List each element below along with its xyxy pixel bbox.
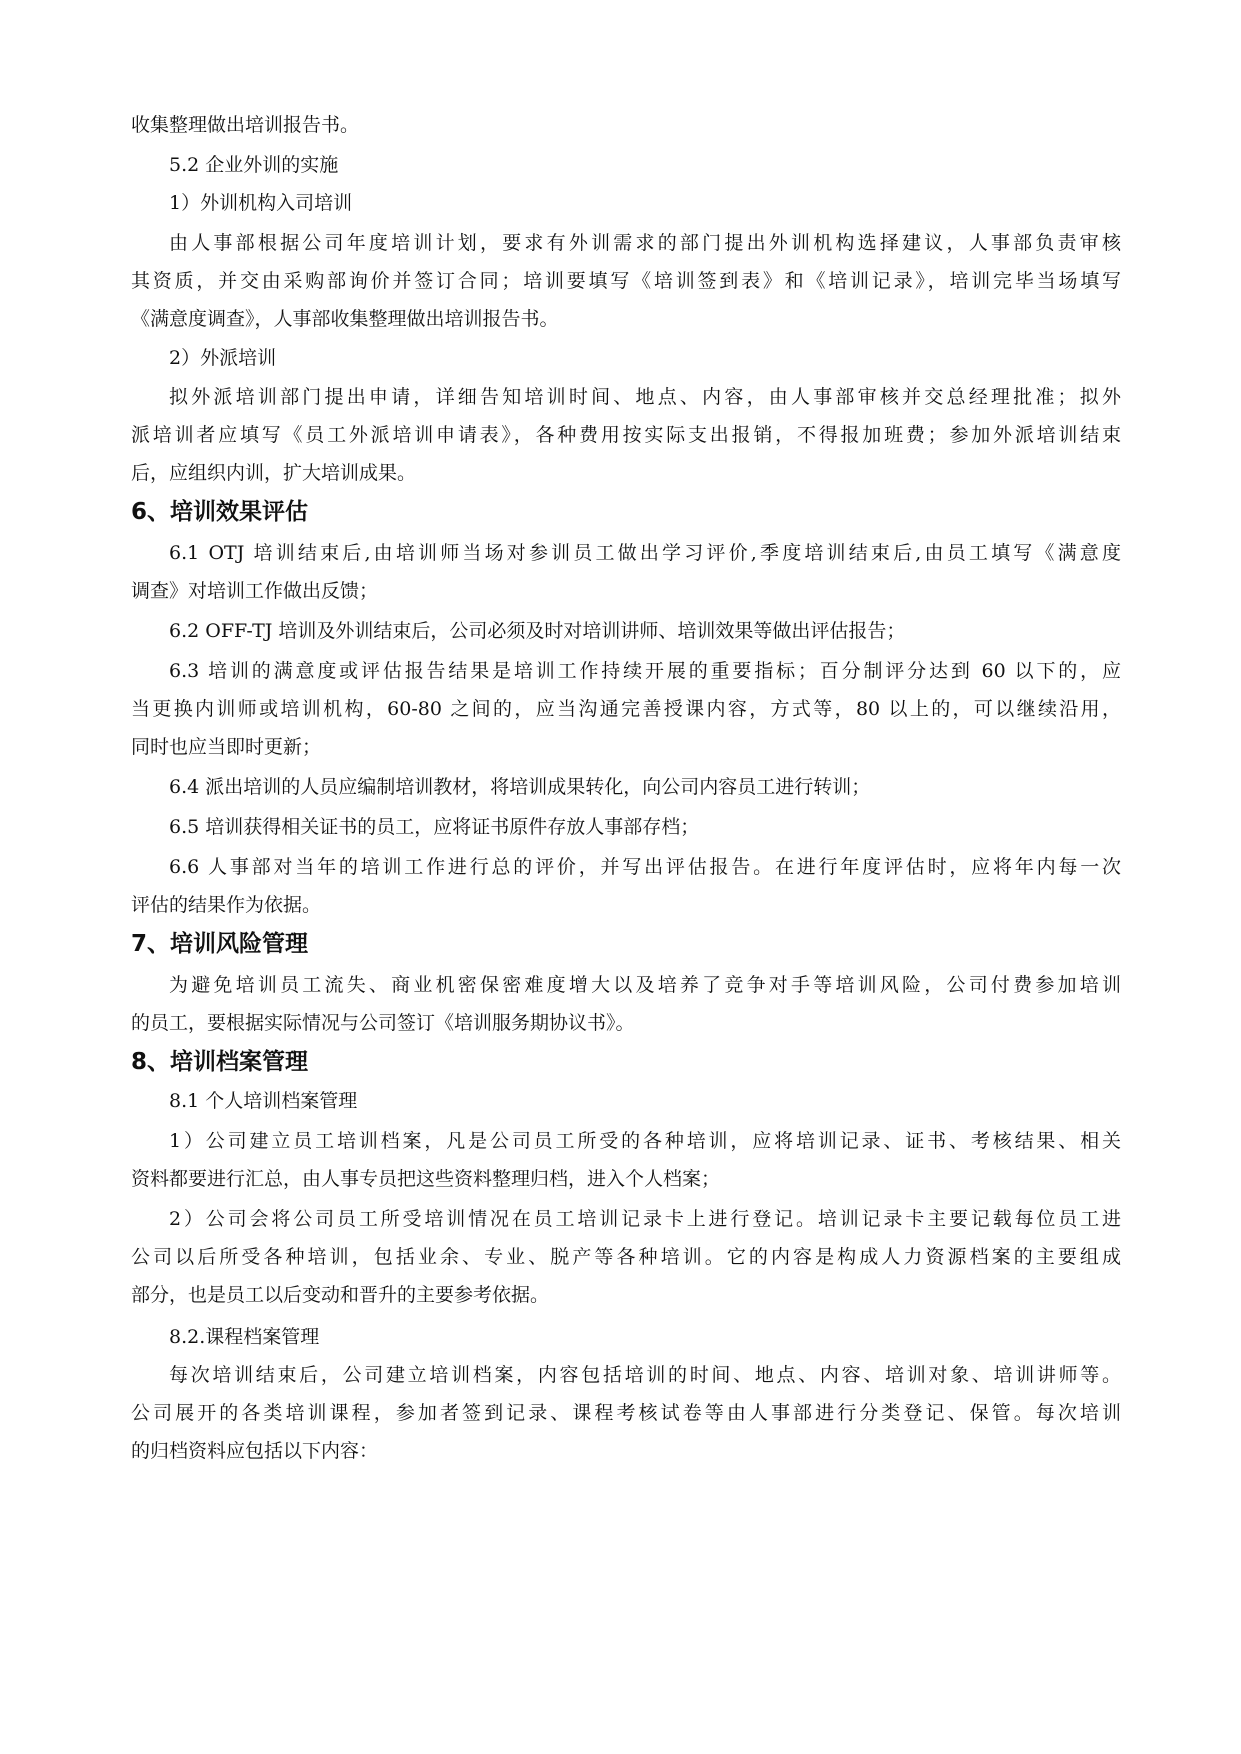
paragraph-line: 为避免培训员工流失、商业机密保密难度增大以及培养了竞争对手等培训风险，公司付费参加培训 — [169, 974, 1121, 996]
paragraph-line: 拟外派培训部门提出申请，详细告知培训时间、地点、内容，由人事部审核并交总经理批准；拟外 — [169, 386, 1121, 408]
section-heading: 7、培训风险管理 — [131, 931, 309, 957]
item-title: 1）外训机构入司培训 — [169, 192, 353, 214]
paragraph-line: 资料都要进行汇总，由人事专员把这些资料整理归档，进入个人档案； — [131, 1168, 721, 1190]
paragraph-line: 收集整理做出培训报告书。 — [131, 114, 360, 136]
paragraph-line: 由人事部根据公司年度培训计划，要求有外训需求的部门提出外训机构选择建议，人事部负责审核 — [169, 232, 1121, 254]
paragraph-line: 的员工，要根据实际情况与公司签订《培训服务期协议书》。 — [131, 1012, 635, 1034]
section-heading: 8、培训档案管理 — [131, 1049, 309, 1075]
paragraph-line: 部分，也是员工以后变动和晋升的主要参考依据。 — [131, 1284, 550, 1306]
paragraph-line: 6.3 培训的满意度或评估报告结果是培训工作持续开展的重要指标；百分制评分达到 60 以下的，应 — [169, 660, 1121, 682]
subsection-title: 8.1 个人培训档案管理 — [169, 1090, 358, 1112]
section-heading: 6、培训效果评估 — [131, 499, 309, 525]
paragraph-line: 2）公司会将公司员工所受培训情况在员工培训记录卡上进行登记。培训记录卡主要记载每位员工进 — [169, 1208, 1121, 1230]
paragraph-line: 公司展开的各类培训课程，参加者签到记录、课程考核试卷等由人事部进行分类登记、保管。每次培训 — [131, 1402, 1121, 1424]
subsection-title: 8.2.课程档案管理 — [169, 1326, 320, 1348]
paragraph-line: 6.5 培训获得相关证书的员工，应将证书原件存放人事部存档； — [169, 816, 700, 838]
paragraph-line: 《满意度调查》，人事部收集整理做出培训报告书。 — [131, 308, 559, 330]
paragraph-line: 同时也应当即时更新； — [131, 736, 322, 758]
paragraph-line: 6.1 OTJ 培训结束后,由培训师当场对参训员工做出学习评价,季度培训结束后,由员工填写《满意度 — [169, 542, 1121, 564]
paragraph-line: 的归档资料应包括以下内容： — [131, 1440, 379, 1462]
subsection-title: 5.2 企业外训的实施 — [169, 154, 339, 176]
paragraph-line: 其资质，并交由采购部询价并签订合同；培训要填写《培训签到表》和《培训记录》，培训完毕当场填写 — [131, 270, 1121, 292]
paragraph-line: 派培训者应填写《员工外派培训申请表》，各种费用按实际支出报销，不得报加班费；参加外派培训结束 — [131, 424, 1121, 446]
paragraph-line: 6.6 人事部对当年的培训工作进行总的评价，并写出评估报告。在进行年度评估时，应将年内每一次 — [169, 856, 1121, 878]
item-title: 2）外派培训 — [169, 347, 277, 369]
paragraph-line: 后，应组织内训，扩大培训成果。 — [131, 462, 417, 484]
paragraph-line: 6.2 OFF-TJ 培训及外训结束后，公司必须及时对培训讲师、培训效果等做出评估报告； — [169, 620, 906, 642]
paragraph-line: 6.4 派出培训的人员应编制培训教材，将培训成果转化，向公司内容员工进行转训； — [169, 776, 871, 798]
paragraph-line: 每次培训结束后，公司建立培训档案，内容包括培训的时间、地点、内容、培训对象、培训讲师等。 — [169, 1364, 1121, 1386]
paragraph-line: 公司以后所受各种培训，包括业余、专业、脱产等各种培训。它的内容是构成人力资源档案的主要组成 — [131, 1246, 1121, 1268]
paragraph-line: 调查》对培训工作做出反馈； — [131, 580, 379, 602]
paragraph-line: 当更换内训师或培训机构，60-80 之间的，应当沟通完善授课内容，方式等，80 以上的，可以继续沿用， — [131, 698, 1121, 720]
paragraph-line: 1）公司建立员工培训档案，凡是公司员工所受的各种培训，应将培训记录、证书、考核结果、相关 — [169, 1130, 1121, 1152]
paragraph-line: 评估的结果作为依据。 — [131, 894, 322, 916]
